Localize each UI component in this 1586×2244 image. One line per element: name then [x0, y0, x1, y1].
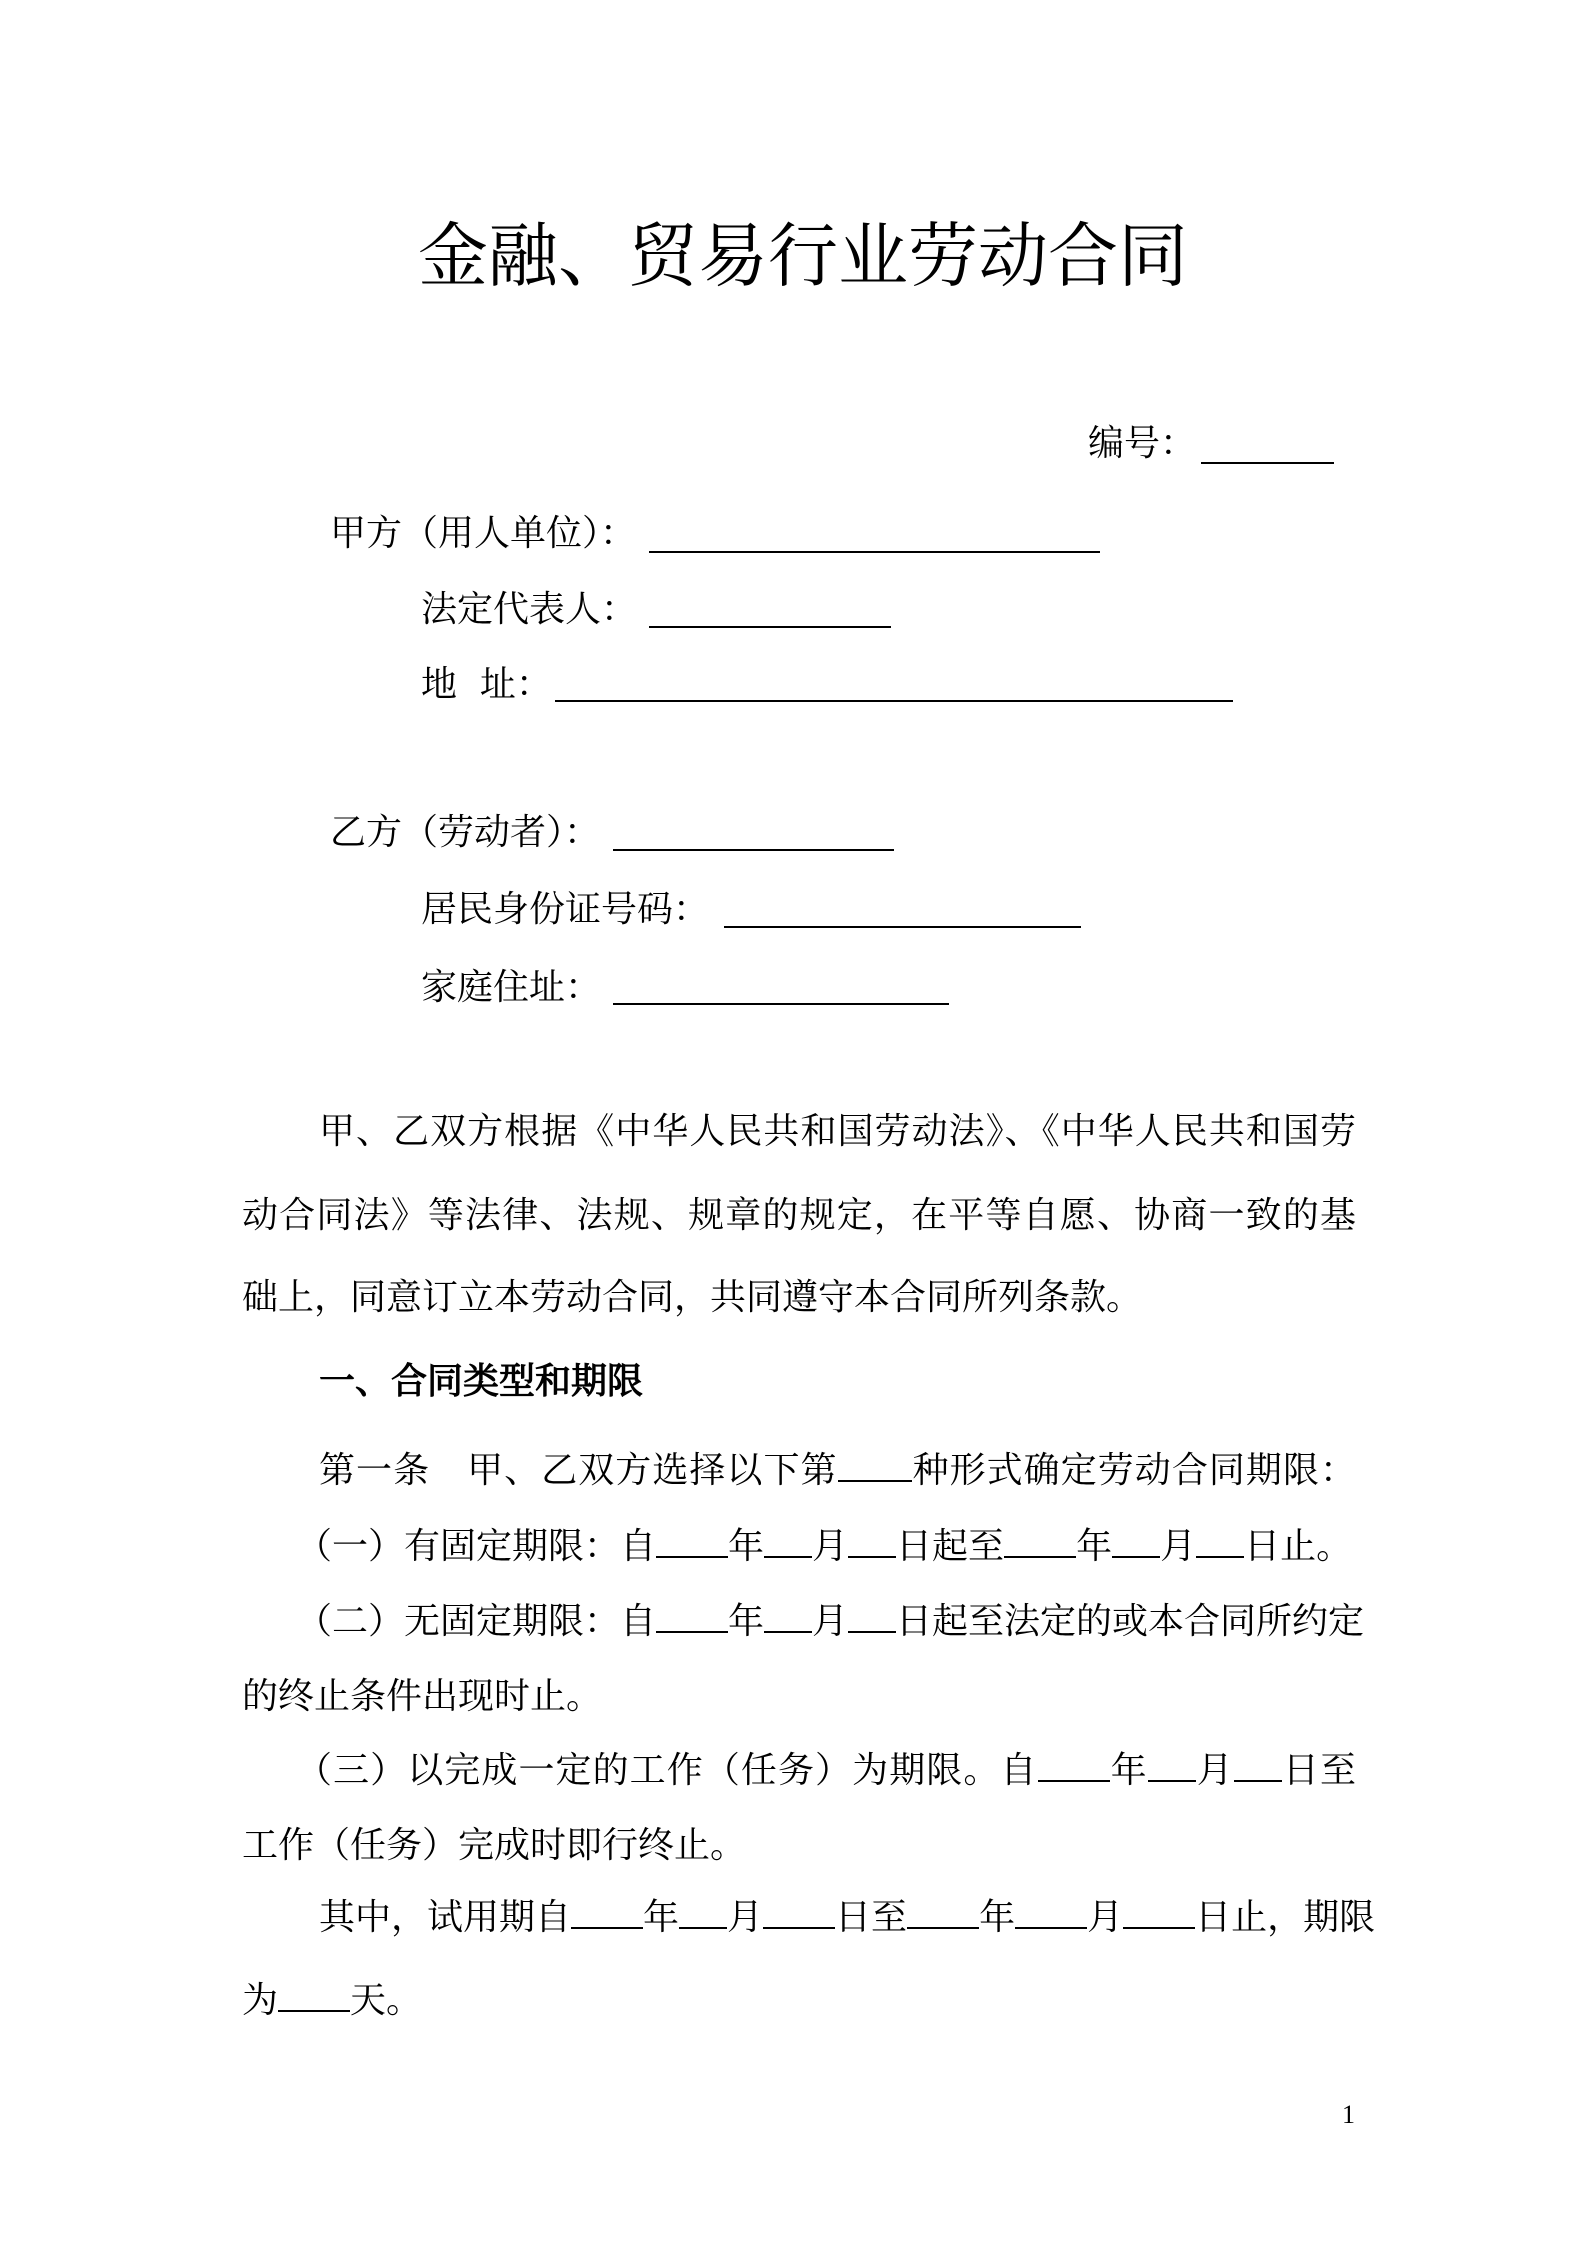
body-text: 月	[812, 1526, 849, 1567]
body-text: 月	[1195, 1750, 1234, 1791]
party-a-label: 甲方（用人单位）：	[330, 513, 637, 554]
section-heading	[319, 1359, 643, 1403]
body-text: 天。	[350, 1980, 423, 2021]
party-a-blank[interactable]	[649, 551, 1100, 553]
fill-in-blank[interactable]	[848, 1526, 896, 1558]
fill-in-blank[interactable]	[848, 1601, 896, 1633]
body-text: 月	[727, 1897, 764, 1938]
contract-number-label: 编号：	[1088, 423, 1197, 464]
document-title: 金融、贸易行业劳动合同	[418, 215, 1188, 297]
contract-number-blank[interactable]	[1201, 462, 1334, 464]
body-text: 动合同法》等法律、法规、规章的规定，在平等自愿、协商一致的基	[242, 1195, 1356, 1236]
address-blank[interactable]	[555, 700, 1233, 702]
body-line	[242, 1824, 746, 1868]
address-label: 地 址：	[421, 664, 552, 705]
body-text: 日起至	[896, 1526, 1005, 1567]
party-b-label: 乙方（劳动者）：	[330, 812, 601, 853]
body-text: 年	[1109, 1750, 1148, 1791]
body-line	[242, 1675, 602, 1719]
body-line	[242, 1979, 422, 2023]
body-text: 日至	[1281, 1750, 1356, 1791]
body-line	[242, 1276, 1142, 1320]
body-text: 年	[1076, 1526, 1113, 1567]
fill-in-blank[interactable]	[656, 1601, 728, 1633]
body-text: 月	[1087, 1897, 1124, 1938]
body-text: 础上，同意订立本劳动合同，共同遵守本合同所列条款。	[242, 1277, 1143, 1318]
body-text: 日至	[835, 1897, 908, 1938]
fill-in-blank[interactable]	[1038, 1750, 1110, 1782]
fill-in-blank[interactable]	[679, 1897, 727, 1929]
body-text: 种形式确定劳动合同期限：	[911, 1450, 1356, 1491]
body-text: 日止，期限	[1195, 1897, 1376, 1938]
fill-in-blank[interactable]	[763, 1897, 835, 1929]
id-number-blank[interactable]	[724, 926, 1081, 928]
fill-in-blank[interactable]	[571, 1897, 643, 1929]
fill-in-blank[interactable]	[1004, 1526, 1076, 1558]
fill-in-blank[interactable]	[838, 1450, 912, 1482]
body-text: 其中，试用期自	[319, 1897, 572, 1938]
party-b-blank[interactable]	[613, 849, 894, 851]
body-text: 第一条 甲、乙双方选择以下第	[319, 1450, 838, 1491]
fill-in-blank[interactable]	[1196, 1526, 1244, 1558]
body-text: 的终止条件出现时止。	[242, 1676, 603, 1717]
page-number: 1	[1342, 2100, 1355, 2129]
body-line	[242, 1194, 1356, 1238]
body-text: 甲、乙双方根据《中华人民共和国劳动法》、《中华人民共和国劳	[319, 1111, 1356, 1152]
body-text: 年	[643, 1897, 680, 1938]
body-text: 月	[812, 1601, 849, 1642]
fill-in-blank[interactable]	[1015, 1897, 1087, 1929]
body-text: （二）无固定期限：自	[296, 1601, 657, 1642]
body-text: 年	[728, 1601, 765, 1642]
body-line	[319, 1449, 1356, 1493]
fill-in-blank[interactable]	[656, 1526, 728, 1558]
body-text: 月	[1160, 1526, 1197, 1567]
body-text: 年	[728, 1526, 765, 1567]
fill-in-blank[interactable]	[907, 1897, 979, 1929]
body-text: 日止。	[1244, 1526, 1353, 1567]
body-line	[296, 1600, 1365, 1644]
fill-in-blank[interactable]	[1234, 1750, 1282, 1782]
legal-rep-blank[interactable]	[649, 626, 891, 628]
body-line	[319, 1110, 1356, 1154]
home-address-blank[interactable]	[613, 1003, 949, 1005]
body-line	[319, 1896, 1376, 1940]
fill-in-blank[interactable]	[1123, 1897, 1195, 1929]
id-number-label: 居民身份证号码：	[421, 889, 710, 930]
fill-in-blank[interactable]	[278, 1980, 350, 2012]
body-text: 一、合同类型和期限	[319, 1360, 644, 1402]
body-line	[296, 1749, 1356, 1793]
body-text: 日起至法定的或本合同所约定	[896, 1601, 1365, 1642]
home-address-label: 家庭住址：	[421, 967, 602, 1008]
fill-in-blank[interactable]	[764, 1526, 812, 1558]
body-text: （一）有固定期限：自	[296, 1526, 657, 1567]
body-text: 为	[242, 1980, 279, 2021]
body-text: （三）以完成一定的工作（任务）为期限。自	[296, 1750, 1038, 1791]
fill-in-blank[interactable]	[1112, 1526, 1160, 1558]
fill-in-blank[interactable]	[1148, 1750, 1196, 1782]
body-line	[296, 1525, 1353, 1569]
legal-rep-label: 法定代表人：	[421, 589, 638, 630]
fill-in-blank[interactable]	[764, 1601, 812, 1633]
body-text: 工作（任务）完成时即行终止。	[242, 1825, 747, 1866]
body-text: 年	[979, 1897, 1016, 1938]
